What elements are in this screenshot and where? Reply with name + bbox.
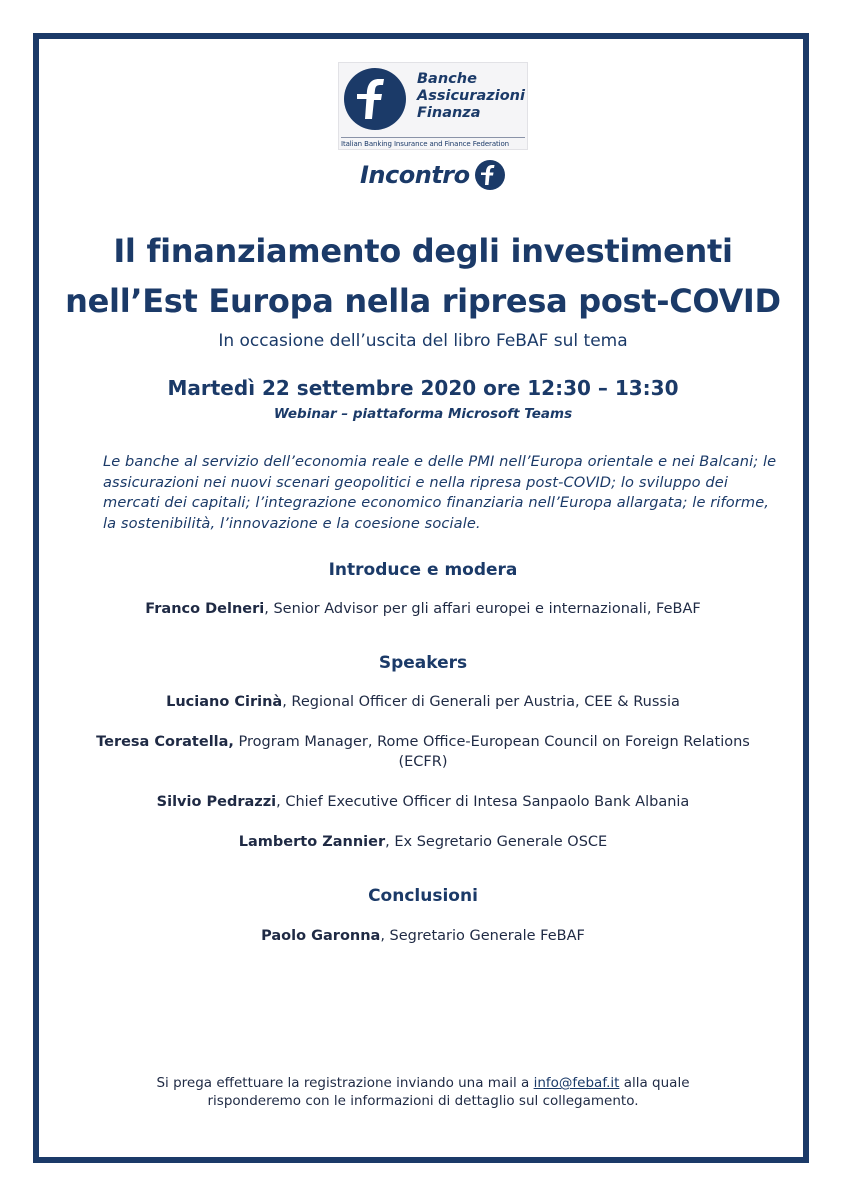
event-title	[40, 226, 806, 326]
speaker-line	[40, 792, 806, 812]
event-title-line-1: Il finanziamento degli investimenti	[113, 232, 733, 270]
registration-text-after: alla quale	[619, 1075, 690, 1091]
speaker-role: , Chief Executive Officer di Intesa Sanpaolo Bank Albania	[276, 794, 690, 810]
page-border	[33, 33, 809, 1163]
incontro-brand	[360, 158, 506, 192]
logo-wordmark	[417, 71, 525, 122]
event-description: Le banche al servizio dell’economia reale e delle PMI nell’Europa orientale e nei Balcani; le assicurazioni nei nuovi scenari geopolitici e nella ripresa post-COVID; lo sviluppo dei mercati dei capitali; l’integrazione economico finanziaria nell’Europa allargata; le riforme, la sostenibilità, l’innovazione e la coesione sociale.	[103, 453, 777, 532]
speaker-name: Silvio Pedrazzi	[156, 794, 277, 810]
logo-line-banche: Banche	[417, 71, 477, 87]
incontro-label: Incontro	[360, 161, 470, 189]
conclusions-role: , Segretario Generale FeBAF	[380, 928, 585, 944]
moderator-heading: Introduce e modera	[328, 560, 518, 580]
speaker-name: Teresa Coratella,	[96, 734, 234, 750]
registration-text-before: Si prega effettuare la registrazione inviando una mail a	[156, 1075, 534, 1091]
email-link[interactable]: info@febaf.it	[533, 1075, 620, 1091]
conclusions-line	[40, 926, 806, 946]
registration-note	[40, 1074, 806, 1110]
event-subtitle: In occasione dell’uscita del libro FeBAF sul tema	[218, 331, 628, 351]
conclusions-heading: Conclusioni	[368, 886, 478, 906]
speaker-line	[40, 692, 806, 712]
event-date: Martedì 22 settembre 2020 ore 12:30 – 13:30	[167, 376, 679, 400]
event-platform: Webinar – piattaforma Microsoft Teams	[273, 406, 573, 422]
logo-tagline: Italian Banking Insurance and Finance Federation	[341, 137, 525, 148]
moderator-line	[40, 599, 806, 619]
febaf-f-logo-icon	[343, 67, 407, 131]
logo-line-assicurazioni: Assicurazioni	[417, 88, 525, 104]
logo-line-finanza: Finanza	[417, 105, 481, 121]
moderator-role: , Senior Advisor per gli affari europei e internazionali, FeBAF	[264, 601, 701, 617]
speaker-role: , Ex Segretario Generale OSCE	[385, 834, 608, 850]
event-title-line-2: nell’Est Europa nella ripresa post-COVID	[65, 282, 781, 320]
speaker-role: , Regional Officer di Generali per Austria, CEE & Russia	[282, 694, 680, 710]
speaker-name: Lamberto Zannier	[238, 834, 386, 850]
febaf-logo	[338, 62, 528, 150]
speakers-heading: Speakers	[378, 653, 468, 673]
incontro-f-icon	[474, 159, 506, 191]
registration-line-1	[40, 1074, 806, 1092]
conclusions-name: Paolo Garonna	[261, 928, 381, 944]
speaker-role-continuation: (ECFR)	[398, 754, 448, 770]
moderator-name: Franco Delneri	[145, 601, 265, 617]
speaker-line	[40, 832, 806, 852]
speaker-name: Luciano Cirinà	[166, 694, 283, 710]
speaker-line	[40, 732, 806, 752]
speaker-role: Program Manager, Rome Office-European Council on Foreign Relations	[233, 734, 750, 750]
registration-line-2: risponderemo con le informazioni di dettaglio sul collegamento.	[207, 1093, 639, 1109]
